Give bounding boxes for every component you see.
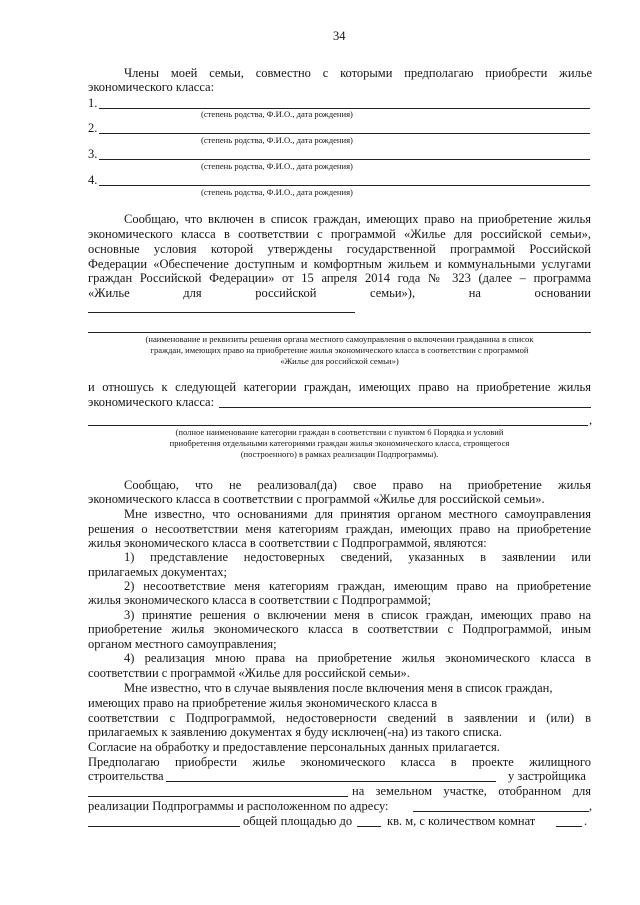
category-caption-line: (построенного) в рамках реализации Подпрограммы). <box>240 449 439 459</box>
decision-field-short[interactable] <box>88 312 355 313</box>
decision-caption-line: «Жилье для российской семьи») <box>280 356 399 366</box>
family-member-caption: (степень родства, Ф.И.О., дата рождения) <box>201 109 353 119</box>
category-field-comma: , <box>589 413 593 427</box>
body-line: жилья экономического класса в соответствии с Подпрограммой, являются: <box>88 536 487 550</box>
list-paragraph-spread-line <box>88 286 591 301</box>
family-member-caption: (степень родства, Ф.И.О., дата рождения) <box>201 135 353 145</box>
category-field-1[interactable] <box>219 407 591 408</box>
rooms-period: . <box>584 814 588 828</box>
list-paragraph-line: Сообщаю, что включен в список граждан, имеющих право на приобретение жилья <box>124 212 591 226</box>
family-member-number: 1. <box>88 96 98 110</box>
family-member-field[interactable] <box>99 133 590 134</box>
list-paragraph-line: экономического класса в соответствии с программой «Жилье для российской семьи», <box>88 227 591 241</box>
family-intro-line1: Члены моей семьи, совместно с которыми предполагаю приобрести жилье <box>124 66 592 80</box>
family-intro-line2: экономического класса: <box>88 80 215 94</box>
category-caption-line: (полное наименование категории граждан в соответствии с пунктом 6 Порядка и условий <box>175 427 504 437</box>
body-line: 2) несоответствие меня категориям граждан, имеющим право на приобретение <box>124 579 591 593</box>
body-line: решения о несоответствии меня категориям граждан, имеющих право на приобретение <box>88 522 591 536</box>
decision-caption-line: (наименование и реквизиты решения органа местного самоуправления о включении гражданина в список <box>145 334 534 344</box>
decision-field[interactable] <box>88 332 591 333</box>
body-line: Мне известно, что основаниями для принятия органом местного самоуправления <box>124 507 591 521</box>
developer-field[interactable] <box>88 796 348 797</box>
rooms-field[interactable] <box>556 826 582 827</box>
decision-caption-line: граждан, имеющих право на приобретение жилья экономического класса в соответствии с программой <box>150 345 529 355</box>
body-line: Предполагаю приобрести жилье экономического класса в проекте жилищного <box>88 755 591 769</box>
spread-word: для <box>183 286 202 300</box>
spread-word: на <box>468 286 481 300</box>
address-field-2[interactable] <box>88 826 240 827</box>
body-line: соответствии с Подпрограммой, недостоверности сведений в заявлении и (или) в <box>88 711 591 725</box>
category-line2: экономического класса: <box>88 395 215 409</box>
spread-word: «Жилье <box>88 286 130 300</box>
category-caption-line: приобретения отдельными категориями граждан жилья экономического класса, строящегося <box>169 438 510 448</box>
list-paragraph-line: основные условия которой утверждены государственной программой Российской <box>88 242 591 256</box>
rooms-label: кв. м, с количеством комнат <box>387 814 536 828</box>
address-comma: , <box>589 799 593 813</box>
category-field-2[interactable] <box>88 425 588 426</box>
category-line1: и отношусь к следующей категории граждан, имеющих право на приобретение жилья <box>88 380 591 394</box>
body-line: Сообщаю, что не реализовал(да) свое право на приобретение жилья <box>124 478 591 492</box>
list-paragraph-line: Федерации «Обеспечение доступным и комфортным жильем и коммунальными услугами <box>88 257 591 271</box>
family-member-field[interactable] <box>99 159 590 160</box>
construction-field[interactable] <box>166 781 496 782</box>
area-field[interactable] <box>357 826 381 827</box>
address-label: реализации Подпрограммы и расположенном по адресу: <box>88 799 389 813</box>
body-line: прилагаемых к заявлению документах я буду исключен(-на) из такого списка. <box>88 725 502 739</box>
family-member-number: 3. <box>88 147 98 161</box>
area-label: общей площадью до <box>243 814 353 828</box>
family-member-number: 2. <box>88 121 98 135</box>
body-line: 3) принятие решения о включении меня в список граждан, имеющих право на <box>124 608 591 622</box>
body-line: 1) представление недостоверных сведений, указанных в заявлении или <box>124 550 591 564</box>
body-line: Согласие на обработку и предоставление персональных данных прилагается. <box>88 740 500 754</box>
page-number: 34 <box>333 29 346 43</box>
body-line: жилья экономического класса в соответствии с Подпрограммой; <box>88 593 431 607</box>
spread-word: семьи»), <box>370 286 416 300</box>
spread-word: основании <box>534 286 591 300</box>
developer-label: у застройщика <box>508 769 586 783</box>
construction-label: строительства <box>88 769 164 783</box>
family-member-caption: (степень родства, Ф.И.О., дата рождения) <box>201 161 353 171</box>
family-member-number: 4. <box>88 173 98 187</box>
body-line: имеющих право на приобретение жилья экономического класса в <box>88 696 438 710</box>
body-line: экономического класса в соответствии с программой «Жилье для российской семьи». <box>88 492 545 506</box>
spread-word: российской <box>255 286 317 300</box>
family-member-caption: (степень родства, Ф.И.О., дата рождения) <box>201 187 353 197</box>
address-field[interactable] <box>413 811 589 812</box>
body-line: 4) реализация мною права на приобретение жилья экономического класса в <box>124 651 591 665</box>
body-line: соответствии с программой «Жилье для российской семьи». <box>88 666 410 680</box>
land-label: на земельном участке, отобранном для <box>352 784 591 798</box>
family-member-field[interactable] <box>99 185 590 186</box>
body-line: Мне известно, что в случае выявления после включения меня в список граждан, <box>124 681 553 695</box>
body-line: органом местного самоуправления; <box>88 637 277 651</box>
body-line: приобретение жилья экономического класса в соответствии с Подпрограммой, иным <box>88 622 591 636</box>
list-paragraph-line: граждан Российской Федерации» от 15 апреля 2014 года № 323 (далее – программа <box>88 271 591 285</box>
body-line: прилагаемых документах; <box>88 565 227 579</box>
